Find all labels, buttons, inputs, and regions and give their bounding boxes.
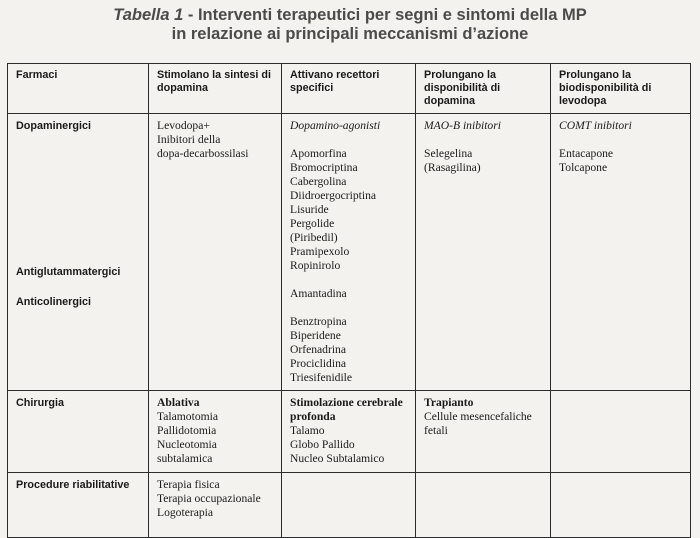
list-item: dopa-decarbossilasi (157, 147, 249, 160)
list-item: Terapia occupazionale (157, 492, 261, 505)
stimolazione-title: Stimolazione cerebrale profonda (290, 396, 403, 423)
farmaci-biodisponibilita-cell (551, 114, 691, 391)
header-recettori: Attivano recettori specifici (282, 64, 416, 114)
farmaci-groups-cell (8, 114, 149, 391)
list-item: Nucleotomia subtalamica (157, 438, 217, 465)
caption-title-line1: - Interventi terapeutici per segni e sintomi della MP (183, 6, 587, 24)
list-item: Cellule mesencefaliche fetali (424, 410, 532, 437)
list-item: Lisuride (290, 203, 329, 216)
table-caption (0, 6, 700, 44)
list-item: Triesifenidile (290, 371, 353, 384)
list-item: Tolcapone (559, 161, 608, 174)
chirurgia-trapianto-cell (416, 391, 551, 473)
list-item: Pergolide (290, 217, 335, 230)
list-item: Apomorfina (290, 147, 347, 160)
trapianto-title: Trapianto (424, 396, 474, 409)
list-item: Inibitori della (157, 133, 221, 146)
list-item: Cabergolina (290, 175, 347, 188)
header-farmaci: Farmaci (8, 64, 149, 114)
comt-heading: COMT inibitori (559, 119, 632, 132)
list-item: Prociclidina (290, 357, 347, 370)
list-item: Terapia fisica (157, 478, 220, 491)
group-dopaminergici: Dopaminergici (16, 120, 91, 132)
header-row (8, 64, 691, 114)
list-item: Amantadina (290, 287, 347, 300)
procedure-label-cell (8, 473, 149, 538)
caption-label: Tabella 1 (113, 6, 184, 24)
farmaci-recettori-cell (282, 114, 416, 391)
chirurgia-ablativa-cell (149, 391, 282, 473)
farmaci-disponibilita-cell (416, 114, 551, 391)
list-item: Pramipexolo (290, 245, 350, 258)
dopamino-agonisti-heading: Dopamino-agonisti (290, 119, 381, 132)
procedure-empty-cell-3 (416, 473, 551, 538)
procedure-row (8, 473, 691, 538)
list-item: Diidroergocriptina (290, 189, 377, 202)
list-item: Levodopa+ (157, 119, 210, 132)
list-item: Orfenadrina (290, 343, 347, 356)
list-item: Talamo (290, 424, 325, 437)
list-item: (Piribedil) (290, 231, 338, 244)
procedure-empty-cell-2 (282, 473, 416, 538)
group-antiglutammatergici: Antiglutammatergici (16, 266, 121, 278)
list-item: Ropinirolo (290, 259, 341, 272)
list-item: Pallidotomia (157, 424, 217, 437)
list-item: Nucleo Subtalamico (290, 452, 385, 465)
list-item: Benztropina (290, 315, 347, 328)
chirurgia-label: Chirurgia (16, 397, 64, 409)
list-item: Bromocriptina (290, 161, 358, 174)
chirurgia-empty-cell (551, 391, 691, 473)
procedure-items-cell (149, 473, 282, 538)
ablativa-title: Ablativa (157, 396, 200, 409)
therapy-table (7, 63, 691, 538)
list-item: Logoterapia (157, 506, 214, 519)
farmaci-sintesi-cell (149, 114, 282, 391)
chirurgia-row (8, 391, 691, 473)
procedure-empty-cell-4 (551, 473, 691, 538)
list-item: Talamotomia (157, 410, 219, 423)
chirurgia-label-cell (8, 391, 149, 473)
header-sintesi-dopamina: Stimolano la sintesi di dopamina (149, 64, 282, 114)
farmaci-row (8, 114, 691, 391)
list-item: Globo Pallido (290, 438, 355, 451)
list-item: Biperidene (290, 329, 341, 342)
group-anticolinergici: Anticolinergici (16, 296, 91, 308)
mao-b-heading: MAO-B inibitori (424, 119, 501, 132)
chirurgia-stimolazione-cell (282, 391, 416, 473)
procedure-label: Procedure riabilitative (16, 479, 130, 491)
caption-title-line2: in relazione ai principali meccanismi d’azione (171, 25, 529, 43)
list-item: (Rasagilina) (424, 161, 481, 174)
list-item: Entacapone (559, 147, 614, 160)
list-item: Selegelina (424, 147, 473, 160)
header-disponibilita-dopamina: Prolungano la disponibilità di dopamina (416, 64, 551, 114)
header-biodisponibilita-levodopa: Prolungano la biodisponibilità di levodopa (551, 64, 691, 114)
